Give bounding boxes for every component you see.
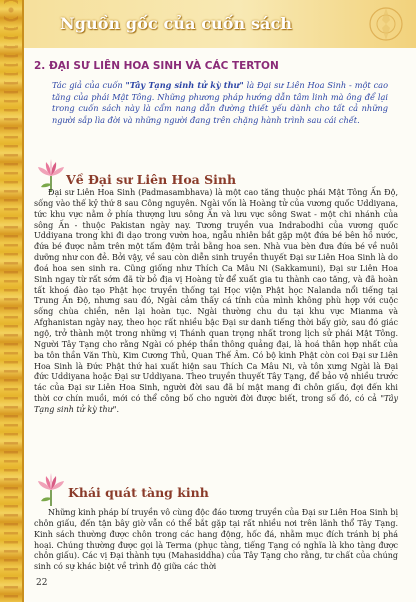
intro-text-before: Tác giả của cuốn [52, 80, 126, 90]
lotus-icon [36, 472, 66, 506]
ornamental-left-border [0, 0, 22, 602]
lotus-icon [36, 158, 66, 192]
subsection-1-text: Đại sư Liên Hoa Sinh (Padmasambhava) là một cao tăng thuộc phái Mật Tông Ấn Độ, sống vào thế kỷ thứ 8 sau Công nguyên. Ngài vốn là Hoàng tử của vương quốc Uddiyana, tức khu vực nằm ở phía thượng lưu sông Ấn và lưu vực sông Swat - một chi nhánh của sông Ấn - thuộc Pakistan ngày nay. Tương truyền vua Indrabodhi của vương quốc Uddiyana trong khi đi dạo trong vườn hoa, ngẫu nhiên bắt gặp một đứa bé bên hồ nước, đứa bé được nằm trên một tấm đệm trải bằng hoa sen. Nhà vua bèn đưa đứa bé về nuôi dưỡng như con đẻ. Bởi vậy, về sau còn diễn sinh truyền thuyết Đại sư Liên Hoa Sinh là do đoá hoa sen sinh ra. Cũng giống như Thích Ca Mâu Ni (Sakkamuni), Đại sư Liên Hoa Sinh ngay từ rất sớm đã từ bỏ địa vị Hoàng tử để xuất gia tu thành cao tăng, và đã hoàn tất khoá đào tạo Phật học truyền thống tại Học viện Phật học Nalanda nổi tiếng tại Trung Ấn Độ, nhưng sau đó, Ngài cảm thấy cá tính của mình không phù hợp với cuộc sống chùa chiền, nên lại hoàn tục. Ngài thường chu du tại khu vực Mianma và Afghanistan ngày nay, theo học rất nhiều bậc Đại sư danh tiếng thời bấy giờ, sau đó giác ngộ, trở thành một trong những vị Thánh quan trọng nhất trong lịch sử phái Mật Tông. Người Tây Tạng cho rằng Ngài có phép thần thông quảng đại, là hoá thân hợp nhất của ba tôn thần Văn Thù, Kim Cương Thủ, Quan Thế Âm. Có bộ kinh Phật còn coi Đại sư Liên Hoa Sinh là Đức Phật thứ hai xuất hiện sau Thích Ca Mâu Ni, và tôn xưng Ngài là Đại đức Uddiyana hoặc Đại sư Uddiyana. Theo truyền thuyết Tây Tạng, để bảo vệ nhiều trước tác của Đại sư Liên Hoa Sinh, người đời sau đã bí mật mang đi chôn giấu, đợi đến khi thời cơ chín muồi, mới có thể công bố cho người đời được biết, trong số đó, có cả [34, 188, 398, 404]
intro-paragraph [52, 80, 388, 126]
subsection-heading-2: Khái quát tàng kinh [68, 485, 209, 500]
page-header-band [24, 0, 416, 48]
section-title: 2. ĐẠI SƯ LIÊN HOA SINH VÀ CÁC TERTON [34, 60, 279, 72]
subsection-1-text-end: . [116, 404, 119, 414]
intro-book-title: "Tây Tạng sinh tử kỳ thư" [125, 80, 244, 90]
subsection-heading-1: Về Đại sư Liên Hoa Sinh [66, 172, 237, 187]
page-number: 22 [36, 578, 48, 588]
subsection-2-paragraph: Những kinh pháp bí truyền vô cùng độc đáo tương truyền của Đại sư Liên Hoa Sinh bị chôn giấu, đến tận bây giờ vẫn có thể bắt gặp tại rất nhiều nơi trên lãnh thổ Tây Tạng. Kinh sách thường được chôn trong các hang động, hốc đá, nhằm mục đích tránh bị phá hoại. Chúng thường được gọi là Terma (phục tàng, tiếng Tạng có nghĩa là kho tàng được chôn giấu). Các vị Đại thành tựu (Mahasiddha) của Tây Tạng cho rằng, tư chất của chúng sinh có sự khác biệt về trình độ giữa các thời [34, 508, 398, 572]
border-divider-line [22, 0, 24, 602]
subsection-1-book-title: "Tây Tạng sinh tử kỳ thư" [34, 394, 398, 414]
intro-text-after: là Đại sư Liên Hoa Sinh - một cao tăng của phái Mật Tông. Những phương pháp hướng dẫn tâm linh mà ông để lại trong cuốn sách này là cẩm nang dẫn đường thiết yếu dành cho tất cả những người sắp lìa đời và những người đang trên chặng hành trình sau cái chết. [52, 80, 388, 125]
header-ornament-icon [364, 4, 408, 44]
subsection-1-paragraph [34, 188, 398, 416]
header-title: Nguồn gốc của cuốn sách [60, 14, 293, 33]
